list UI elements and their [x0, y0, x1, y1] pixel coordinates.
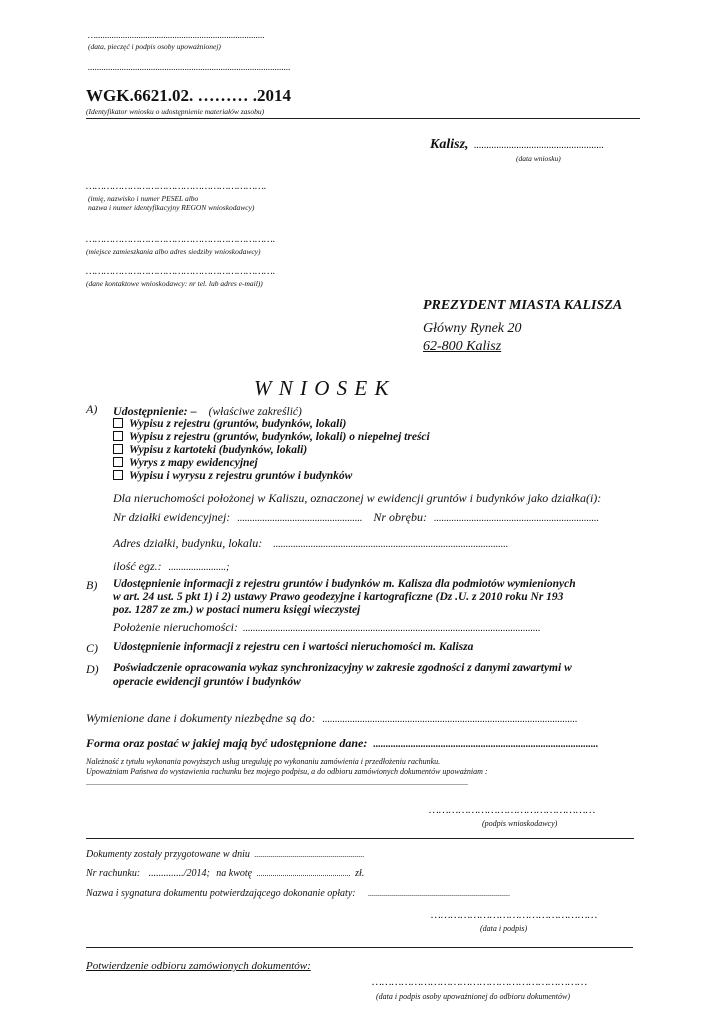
receipt-label: Potwierdzenie odbioru zamówionych dokumentów:	[86, 960, 311, 972]
applicant-name-caption-1: (imię, nazwisko i numer PESEL albo	[88, 194, 199, 203]
option-incomplete-register[interactable]	[113, 431, 430, 443]
receipt-signature-caption: (data i podpis osoby upoważnionej do odbioru dokumentów)	[376, 992, 570, 1001]
invoice-field[interactable]: ............../2014;	[148, 868, 210, 879]
section-b-line-1[interactable]: Udostępnienie informacji z rejestru gruntów i budynków m. Kalisza dla podmiotów wymienionych	[113, 578, 576, 590]
city-label: Kalisz,	[430, 137, 469, 152]
address-label: Adres działki, budynku, lokalu:	[113, 536, 263, 550]
property-intro: Dla nieruchomości położonej w Kaliszu, oznaczonej w ewidencji gruntów i budynków jako działka(i):	[113, 491, 602, 505]
prepared-field[interactable]: .......................................................	[254, 850, 365, 859]
billing-note-2: Upoważniam Państwa do wystawienia rachunku bez mojego podpisu, a do odbioru zamówionych dokumentów upoważniam :	[86, 767, 488, 776]
header-divider	[86, 118, 640, 119]
applicant-address-dots: ……………………………………………………….	[86, 234, 276, 245]
date-dots: ....................................................	[474, 140, 604, 151]
amount-label: na kwotę	[216, 868, 253, 879]
purpose-label: Wymienione dane i dokumenty niezbędne są do:	[86, 711, 316, 725]
option-building-file[interactable]	[113, 444, 307, 456]
form-of-access-field[interactable]: ..........................................................................................	[373, 739, 599, 750]
recipient-street: Główny Rynek 20	[423, 321, 522, 336]
option-register-and-map[interactable]	[113, 470, 352, 482]
form-title: W N I O S E K	[254, 376, 390, 400]
applicant-signature-dots[interactable]: ……………………………………………	[429, 804, 596, 816]
billing-note-1: Należność z tytułu wykonania powyższych usług ureguluję po wykonaniu zamówienia i przedłożeniu rachunku.	[86, 757, 441, 766]
payment-field[interactable]: .......................................................................	[368, 889, 511, 898]
checkbox[interactable]	[113, 457, 123, 467]
location-field[interactable]: .......................................................................................................................	[242, 623, 541, 634]
section-a-heading-text: Udostępnienie: –	[113, 404, 197, 418]
invoice-label: Nr rachunku:	[86, 868, 141, 879]
checkbox[interactable]	[113, 444, 123, 454]
checkbox[interactable]	[113, 431, 123, 441]
identifier-caption: (Identyfikator wniosku o udostępnienie materiałów zasobu)	[86, 107, 265, 116]
second-dots: ..........................................................................................	[88, 62, 291, 72]
section-b-line-3: poz. 1287 ze zm.) w postaci numeru księgi wieczystej	[113, 604, 361, 616]
form-of-access-row	[86, 734, 598, 752]
checkbox[interactable]	[113, 470, 123, 480]
plot-number-label: Nr działki ewidencyjnej:	[113, 510, 231, 524]
amount-field[interactable]: ...............................................	[256, 869, 351, 878]
prepared-row	[86, 849, 364, 860]
plot-number-field[interactable]: ..................................................	[237, 513, 363, 524]
top-dots: …...........................................................................	[88, 30, 265, 40]
date-caption: (data wniosku)	[516, 154, 561, 163]
signature-divider	[86, 838, 634, 839]
copies-field[interactable]: .......................;	[168, 562, 230, 573]
office-signature-caption: (data i podpis)	[480, 924, 528, 933]
prepared-label: Dokumenty zostały przygotowane w dniu	[86, 849, 250, 860]
authorized-person-field[interactable]: ...............................................................................................................................................................................................	[86, 778, 468, 787]
office-signature-dots[interactable]: ……………………………………………	[431, 909, 598, 921]
section-a-letter: A)	[86, 402, 98, 416]
applicant-signature-caption: (podpis wnioskodawcy)	[482, 819, 558, 828]
copies-row	[113, 559, 230, 574]
receipt-signature-dots[interactable]: …………………………………………………………	[372, 976, 588, 988]
applicant-contact-dots: ……………………………………………………….	[86, 266, 276, 277]
applicant-name-dots: …………………………………………………….	[86, 181, 267, 192]
purpose-row	[86, 711, 578, 726]
checkbox[interactable]	[113, 418, 123, 428]
option-label: Wypisu z rejestru (gruntów, budynków, lokali)	[129, 418, 347, 430]
applicant-contact-caption: (dane kontaktowe wnioskodawcy: nr tel. lub adres e-mail))	[86, 279, 263, 288]
location-row	[113, 620, 540, 635]
location-label: Położenie nieruchomości:	[113, 620, 238, 634]
recipient-city: 62-800 Kalisz	[423, 339, 502, 354]
option-plot-register[interactable]	[113, 418, 346, 430]
application-identifier: WGK.6621.02. ……… .2014	[86, 86, 291, 105]
option-label: Wyrys z mapy ewidencyjnej	[129, 457, 258, 469]
stamp-caption: (data, pieczęć i podpis osoby upoważnionej)	[88, 42, 221, 51]
form-of-access-label: Forma oraz postać w jakiej mają być udostępnione dane:	[86, 736, 368, 750]
section-b-letter: B)	[86, 578, 98, 592]
section-a-heading-note: (właściwe zakreślić)	[208, 406, 302, 418]
purpose-field[interactable]: ......................................................................................................	[322, 714, 578, 725]
payment-row	[86, 888, 510, 899]
option-label: Wypisu i wyrysu z rejestru gruntów i budynków	[129, 470, 353, 482]
plot-number-row	[113, 510, 599, 525]
section-c-letter: C)	[86, 641, 98, 655]
section-b-line-2: w art. 24 ust. 5 pkt 1) i 2) ustawy Prawo geodezyjne i kartograficzne (Dz .U. z 2010 roku Nr 193	[113, 591, 564, 603]
invoice-row	[86, 868, 364, 879]
precinct-field[interactable]: ..................................................................	[433, 513, 599, 524]
copies-label: ilość egz.:	[113, 559, 162, 573]
precinct-label: Nr obrębu:	[373, 510, 427, 524]
section-d-letter: D)	[86, 662, 99, 676]
applicant-address-caption: (miejsce zamieszkania albo adres siedziby wnioskodawcy)	[86, 247, 261, 256]
option-label: Wypisu z rejestru (gruntów, budynków, lokali) o niepełnej treści	[129, 431, 430, 443]
option-label: Wypisu z kartoteki (budynków, lokali)	[129, 444, 308, 456]
section-c-text[interactable]: Udostępnienie informacji z rejestru cen i wartości nieruchomości m. Kalisza	[113, 641, 474, 653]
section-d-line-1[interactable]: Poświadczenie opracowania wykaz synchronizacyjny w zakresie zgodności z danymi zawartymi w	[113, 662, 572, 674]
office-divider	[86, 947, 633, 948]
address-row	[113, 536, 508, 551]
address-field[interactable]: ..............................................................................................	[273, 539, 509, 550]
option-map-extract[interactable]	[113, 457, 258, 469]
payment-label: Nazwa i sygnatura dokumentu potwierdzającego dokonanie opłaty:	[86, 888, 356, 899]
applicant-name-caption-2: nazwa i numer identyfikacyjny REGON wnioskodawcy)	[88, 203, 255, 212]
currency-label: zł.	[355, 868, 365, 879]
recipient-title: PREZYDENT MIASTA KALISZA	[423, 298, 623, 313]
section-d-line-2: operacie ewidencji gruntów i budynków	[113, 676, 301, 688]
